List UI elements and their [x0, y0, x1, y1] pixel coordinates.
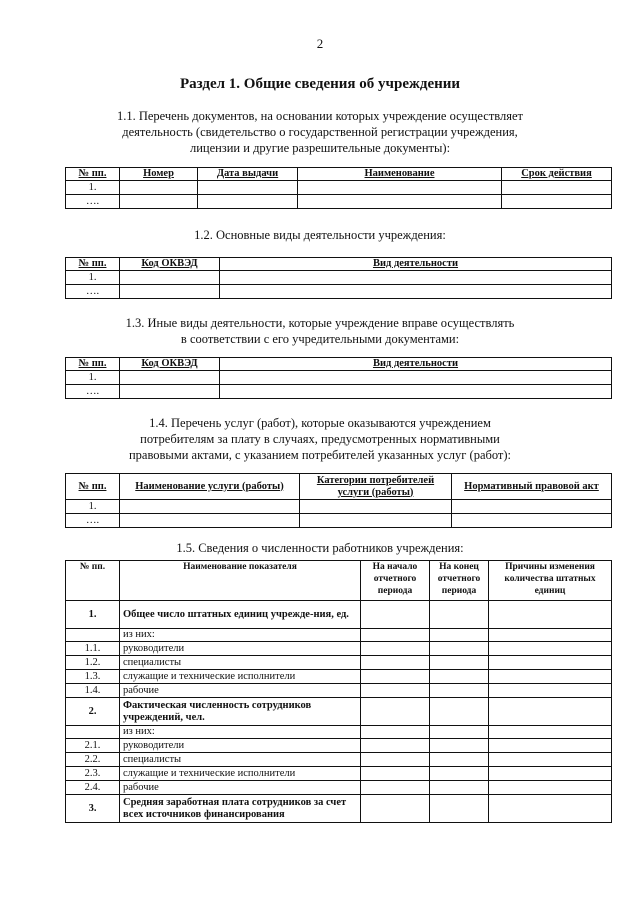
- row-num: 1.3.: [66, 670, 120, 684]
- row-label: служащие и технические исполнители: [120, 767, 361, 781]
- col-num: № пп.: [66, 358, 120, 371]
- s13-caption-line: 1.3. Иные виды деятельности, которые учреждение вправе осуществлять: [125, 316, 515, 330]
- table-row: [66, 684, 612, 698]
- row-num: 2.1.: [66, 739, 120, 753]
- s13-caption: [60, 315, 580, 347]
- other-activities-table: [65, 357, 612, 399]
- page-number: 2: [316, 36, 324, 51]
- row-label: Фактическая численность сотрудников учреждений, чел.: [120, 698, 361, 726]
- row-num: 1.2.: [66, 656, 120, 670]
- table-row: [66, 601, 612, 629]
- s11-caption-line: лицензии и другие разрешительные документы):: [189, 141, 451, 155]
- row-num: ….: [66, 195, 120, 209]
- row-num: 1.: [66, 271, 120, 285]
- s13-caption-line: в соответствии с его учредительными документами:: [180, 332, 460, 346]
- table-row: [66, 670, 612, 684]
- table-row: [66, 656, 612, 670]
- col-indicator: Наименование показателя: [120, 561, 361, 601]
- s11-caption: [60, 108, 580, 156]
- documents-table: [65, 167, 612, 209]
- col-num: № пп.: [66, 168, 120, 181]
- col-num: № пп.: [66, 561, 120, 601]
- row-num: 1.: [66, 371, 120, 385]
- row-label: из них:: [120, 629, 361, 642]
- row-label: Средняя заработная плата сотрудников за счет всех источников финансирования: [120, 795, 361, 823]
- col-period-end: На конец отчетного периода: [430, 561, 489, 601]
- col-okved: Код ОКВЭД: [120, 358, 220, 371]
- row-num: 2.3.: [66, 767, 120, 781]
- table-row: [66, 514, 612, 528]
- col-activity: Вид деятельности: [220, 358, 612, 371]
- s12-caption-line: 1.2. Основные виды деятельности учреждения:: [194, 228, 446, 242]
- table-header: [66, 358, 612, 371]
- s14-caption: [60, 415, 580, 463]
- row-num: 3.: [66, 795, 120, 823]
- col-legal-act: Нормативный правовой акт: [452, 474, 612, 500]
- s14-caption-line: потребителям за плату в случаях, предусмотренных нормативными: [140, 432, 500, 446]
- table-row: [66, 739, 612, 753]
- row-label: руководители: [120, 642, 361, 656]
- row-label: служащие и технические исполнители: [120, 670, 361, 684]
- s15-caption-line: 1.5. Сведения о численности работников учреждения:: [176, 541, 464, 555]
- row-label: рабочие: [120, 781, 361, 795]
- staff-table: [65, 560, 612, 823]
- row-num: 1.: [66, 181, 120, 195]
- s11-caption-line: деятельность (свидетельство о государственной регистрации учреждения,: [122, 125, 518, 139]
- table-row: [66, 753, 612, 767]
- row-label: специалисты: [120, 656, 361, 670]
- row-label: специалисты: [120, 753, 361, 767]
- services-table: [65, 473, 612, 528]
- col-name: Наименование: [298, 168, 502, 181]
- col-num: № пп.: [66, 474, 120, 500]
- main-activities-table: [65, 257, 612, 299]
- row-num: 2.2.: [66, 753, 120, 767]
- row-label: Общее число штатных единиц учрежде-ния, ед.: [120, 601, 361, 629]
- table-header: [66, 561, 612, 601]
- table-header: [66, 258, 612, 271]
- col-okved: Код ОКВЭД: [120, 258, 220, 271]
- row-num: 1.: [66, 500, 120, 514]
- table-row: [66, 629, 612, 642]
- row-num: ….: [66, 514, 120, 528]
- row-num: 1.1.: [66, 642, 120, 656]
- s12-caption: [60, 227, 580, 243]
- table-header: [66, 474, 612, 500]
- table-row: [66, 726, 612, 739]
- col-service-name: Наименование услуги (работы): [120, 474, 300, 500]
- col-period-start: На начало отчетного периода: [361, 561, 430, 601]
- table-row: [66, 781, 612, 795]
- table-row: [66, 385, 612, 399]
- row-num: 1.4.: [66, 684, 120, 698]
- table-row: [66, 271, 612, 285]
- table-row: [66, 698, 612, 726]
- table-row: [66, 371, 612, 385]
- col-issue-date: Дата выдачи: [198, 168, 298, 181]
- row-label: из них:: [120, 726, 361, 739]
- table-row: [66, 642, 612, 656]
- table-row: [66, 285, 612, 299]
- s14-caption-line: 1.4. Перечень услуг (работ), которые оказываются учреждением: [149, 416, 491, 430]
- col-activity: Вид деятельности: [220, 258, 612, 271]
- table-header: [66, 168, 612, 181]
- row-num: 2.: [66, 698, 120, 726]
- col-number: Номер: [120, 168, 198, 181]
- col-validity: Срок действия: [502, 168, 612, 181]
- row-label: рабочие: [120, 684, 361, 698]
- s15-caption: [60, 540, 580, 556]
- row-num: 1.: [66, 601, 120, 629]
- row-num: [66, 726, 120, 739]
- table-row: [66, 195, 612, 209]
- row-num: [66, 629, 120, 642]
- table-row: [66, 767, 612, 781]
- row-num: ….: [66, 285, 120, 299]
- col-consumers: Категории потребителей услуги (работы): [300, 474, 452, 500]
- row-num: 2.4.: [66, 781, 120, 795]
- table-row: [66, 795, 612, 823]
- section-title: Раздел 1. Общие сведения об учреждении: [179, 76, 461, 92]
- table-row: [66, 500, 612, 514]
- s11-caption-line: 1.1. Перечень документов, на основании которых учреждение осуществляет: [116, 109, 524, 123]
- col-num: № пп.: [66, 258, 120, 271]
- row-num: ….: [66, 385, 120, 399]
- s14-caption-line: правовыми актами, с указанием потребителей указанных услуг (работ):: [128, 448, 512, 462]
- col-change-reasons: Причины изменения количества штатных единиц: [489, 561, 612, 601]
- row-label: руководители: [120, 739, 361, 753]
- table-row: [66, 181, 612, 195]
